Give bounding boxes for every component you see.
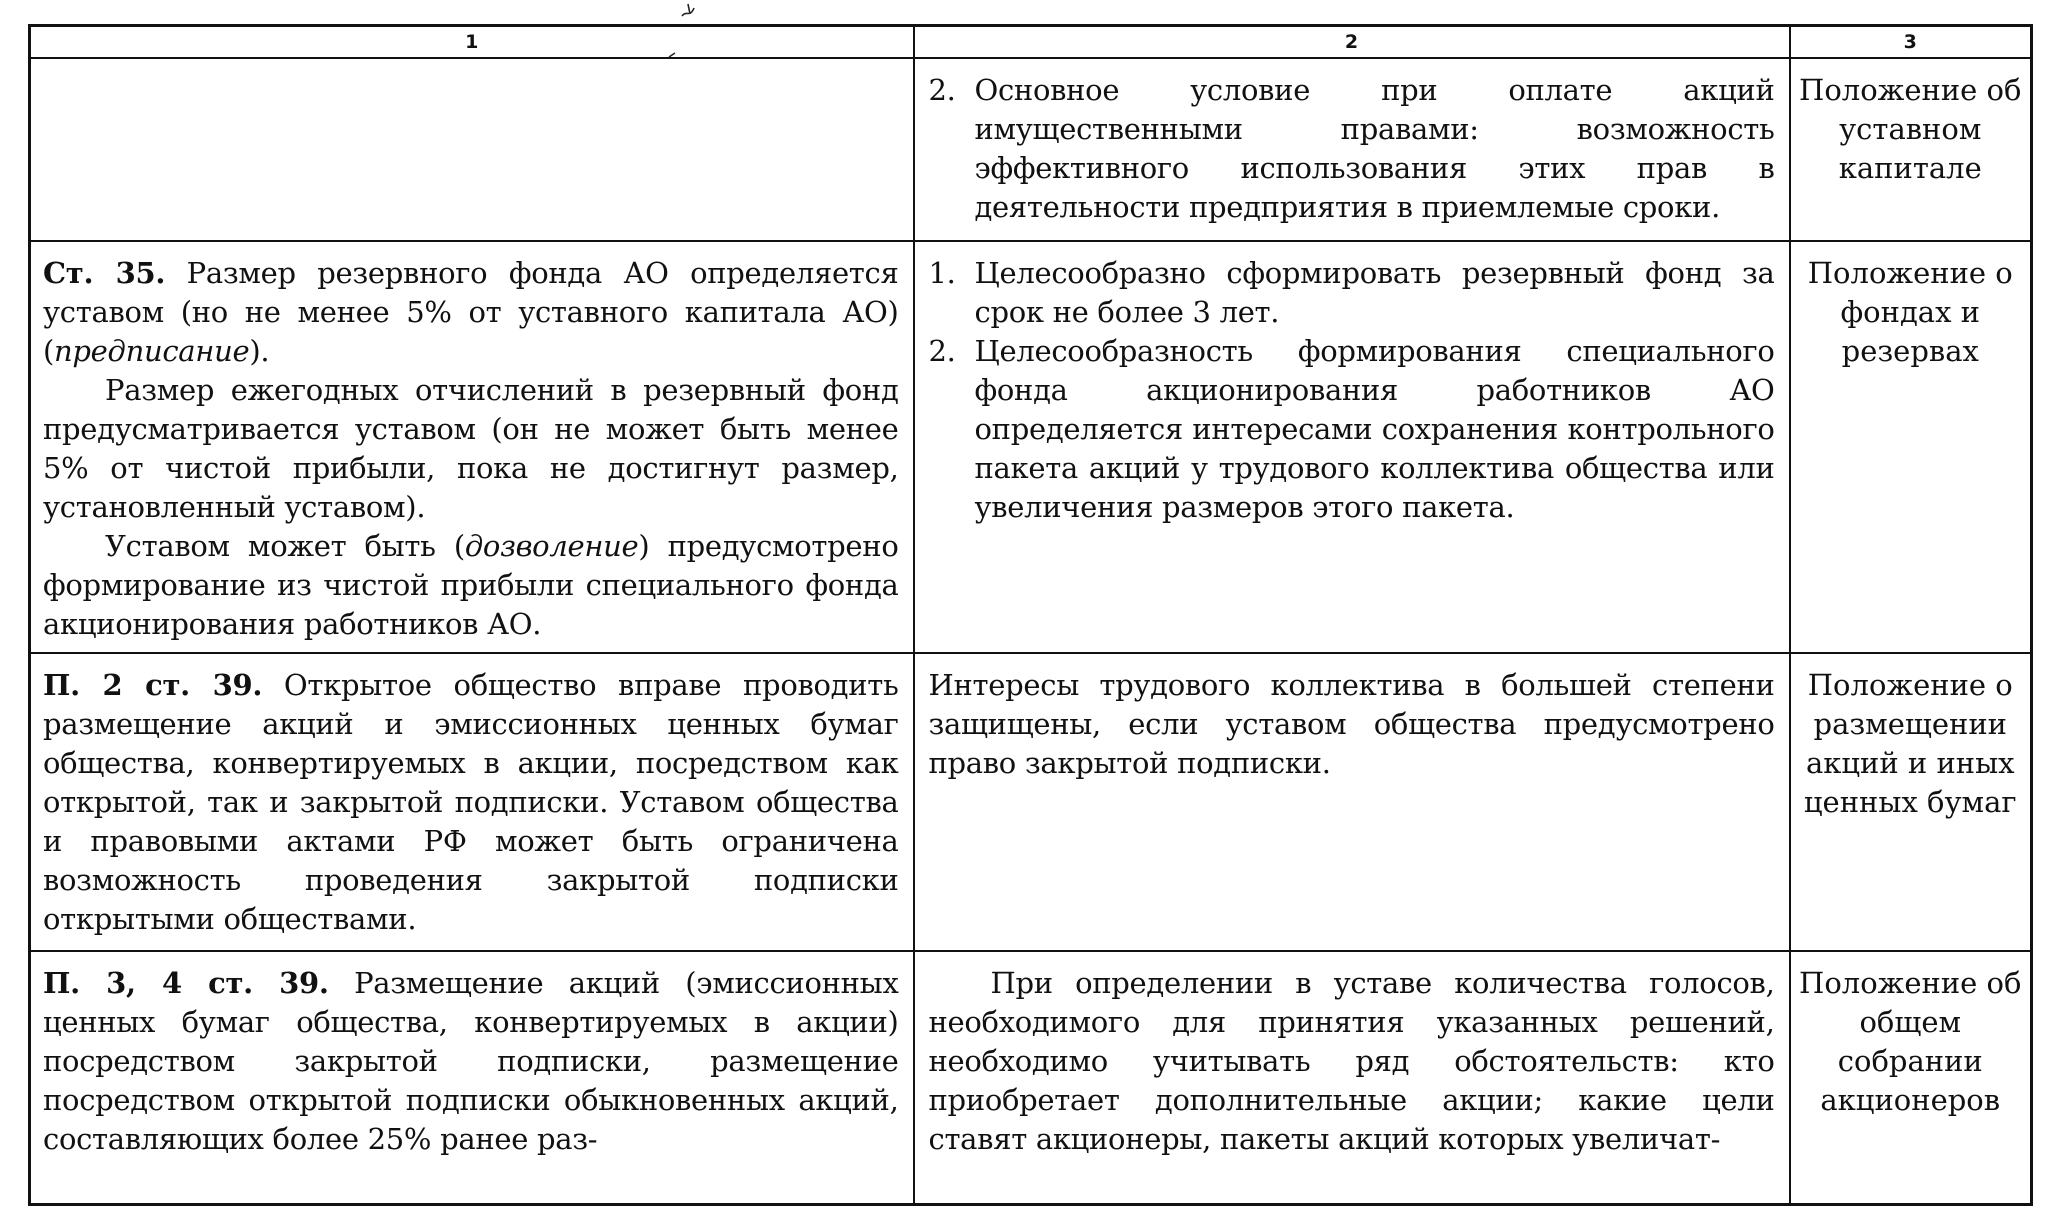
item-text: Целесообразность формирования специального фонда акционирования работников АО определяется интересами сохранения контрольного пакета акций у трудового коллектива общества или увеличения размеров этого пакета. bbox=[974, 334, 1775, 524]
column-header-1: 1 bbox=[30, 26, 914, 59]
law-text-cell bbox=[30, 241, 914, 653]
document-ref-cell: Положение об общем собрании акционеров bbox=[1790, 951, 2032, 1204]
document-ref-cell: Положение о фондах и резервах bbox=[1790, 241, 2032, 653]
term-emphasis: дозволение bbox=[464, 529, 639, 563]
paragraph bbox=[43, 254, 899, 371]
legal-comparison-table bbox=[28, 24, 2033, 1206]
paragraph-text: Размер резервного фонда АО определяется уставом (но не менее 5% от уставного капитала АО) ( bbox=[43, 256, 899, 368]
document-ref-cell: Положение о размещении акций и иных ценных бумаг bbox=[1790, 653, 2032, 951]
paragraph bbox=[43, 666, 899, 939]
table-row bbox=[30, 653, 2032, 951]
article-reference: Ст. 35. bbox=[43, 256, 166, 290]
paragraph bbox=[43, 527, 899, 644]
recommendation-cell bbox=[914, 58, 1790, 241]
pen-mark bbox=[680, 0, 698, 22]
item-number: 2. bbox=[928, 334, 956, 368]
article-reference: П. 2 ст. 39. bbox=[43, 668, 263, 702]
header-row bbox=[30, 26, 2032, 59]
law-text-cell bbox=[30, 951, 914, 1204]
item-text: Целесообразно сформировать резервный фонд за срок не более 3 лет. bbox=[974, 256, 1775, 329]
article-reference: П. 3, 4 ст. 39. bbox=[43, 966, 329, 1000]
paragraph-text: ) предусмотрено формирование из чистой прибыли специального фонда акционирования работников АО. bbox=[43, 529, 899, 641]
item-number: 2. bbox=[928, 73, 956, 107]
paragraph-text: ). bbox=[249, 334, 270, 368]
recommendation-list bbox=[929, 254, 1775, 527]
recommendation-cell bbox=[914, 951, 1790, 1204]
paragraph-text: Уставом может быть ( bbox=[105, 529, 465, 563]
document-ref-cell: Положение об уставном капитале bbox=[1790, 58, 2032, 241]
term-emphasis: предписание bbox=[54, 334, 250, 368]
law-text-cell bbox=[30, 653, 914, 951]
recommendation-list bbox=[929, 71, 1775, 227]
paragraph bbox=[43, 964, 899, 1159]
document-page bbox=[28, 24, 2030, 1192]
paragraph-text: Размещение акций (эмиссионных ценных бумаг общества, конвертируемых в акции) посредством закрытой подписки, размещение посредством открытой подписки обыкновенных акций, составляющих более 25% ранее раз- bbox=[43, 966, 899, 1156]
item-number: 1. bbox=[928, 256, 956, 290]
paragraph: При определении в уставе количества голосов, необходимого для принятия указанных решений, необходимо учитывать ряд обстоятельств: кто приобретает дополнительные акции; какие цели ставят акционеры, пакеты акций которых увеличат- bbox=[928, 966, 1775, 1156]
table-row bbox=[30, 241, 2032, 653]
law-text-cell bbox=[30, 58, 914, 241]
list-item bbox=[929, 71, 1775, 227]
column-header-3: 3 bbox=[1790, 26, 2032, 59]
paragraph-text: Открытое общество вправе проводить размещение акций и эмиссионных ценных бумаг общества, конвертируемых в акции, посредством как открытой, так и закрытой подписки. Уставом общества и правовыми актами РФ может быть ограничена возможность проведения закрытой подписки открытыми обществами. bbox=[43, 668, 899, 936]
paragraph: Размер ежегодных отчислений в резервный фонд предусматривается уставом (он не может быть менее 5% от чистой прибыли, пока не достигнут размер, установленный уставом). bbox=[43, 373, 899, 524]
recommendation-cell bbox=[914, 241, 1790, 653]
recommendation-cell bbox=[914, 653, 1790, 951]
list-item bbox=[929, 254, 1775, 332]
paragraph: Интересы трудового коллектива в большей степени защищены, если уставом общества предусмотрено право закрытой подписки. bbox=[928, 668, 1775, 780]
list-item bbox=[929, 332, 1775, 527]
column-header-2: 2 bbox=[914, 26, 1790, 59]
item-text: Основное условие при оплате акций имущественными правами: возможность эффективного использования этих прав в деятельности предприятия в приемлемые сроки. bbox=[974, 73, 1775, 224]
table-row bbox=[30, 951, 2032, 1204]
table-row bbox=[30, 58, 2032, 241]
